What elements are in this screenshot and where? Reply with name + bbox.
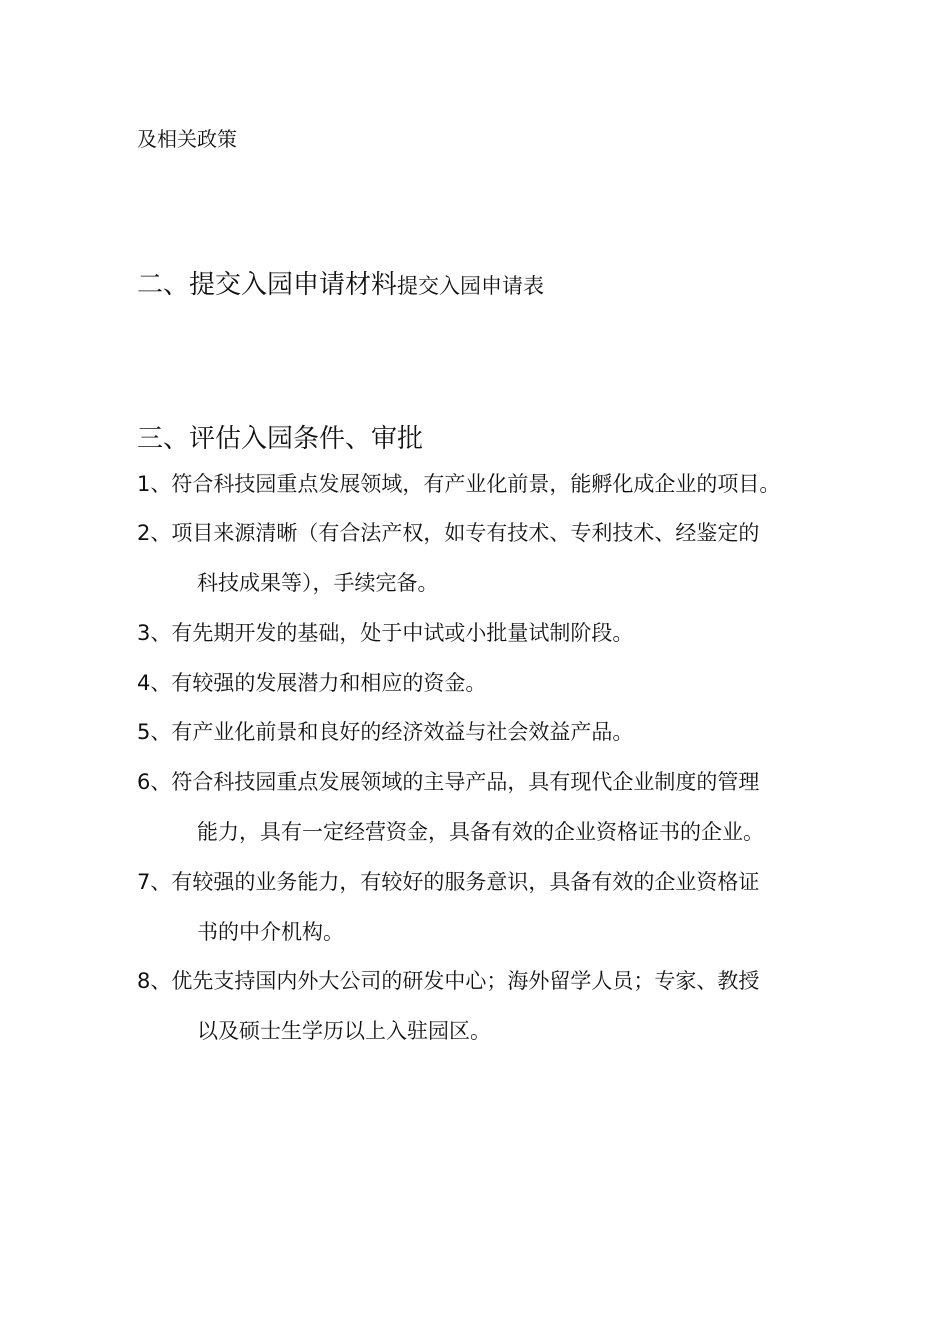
item-text: 、符合科技园重点发展领域，有产业化前景，能孵化成企业的项目。 [150,472,781,496]
section-2-heading [137,272,544,298]
list-item-8-continuation: 以及硕士生学历以上入驻园区。 [197,1019,491,1043]
list-item-4 [137,673,486,694]
item-text: 、有产业化前景和良好的经济效益与社会效益产品。 [150,720,634,744]
item-text: 、有较强的业务能力，有较好的服务意识，具备有效的企业资格证 [150,870,760,894]
section-2-subtitle: 提交入园申请表 [397,274,545,298]
list-item-7 [137,872,759,893]
item-text: 、符合科技园重点发展领域的主导产品，具有现代企业制度的管理 [150,770,760,794]
item-text: 、有先期开发的基础，处于中试或小批量试制阶段。 [150,621,634,645]
list-item-7-continuation: 书的中介机构。 [197,920,344,944]
item-number: 4 [137,671,151,695]
list-item-8 [137,971,759,992]
item-text: 、项目来源清晰（有合法产权，如专有技术、专利技术、经鉴定的 [150,521,760,545]
list-item-2 [137,523,759,544]
item-number: 6 [137,770,151,794]
list-item-6 [137,772,759,793]
item-text: 、有较强的发展潜力和相应的资金。 [150,671,487,695]
section-2-title: 二、提交入园申请材料 [137,270,398,300]
intro-text: 及相关政策 [137,127,237,151]
item-number: 8 [137,969,151,993]
list-item-1 [137,474,780,495]
list-item-2-continuation: 科技成果等），手续完备。 [197,571,439,595]
item-number: 2 [137,521,151,545]
section-3-heading: 三、评估入园条件、审批 [137,424,424,454]
list-item-6-continuation: 能力，具有一定经营资金，具备有效的企业资格证书的企业。 [197,820,764,844]
list-item-5 [137,722,633,743]
item-text: 、优先支持国内外大公司的研发中心；海外留学人员；专家、教授 [150,969,760,993]
item-number: 1 [137,472,151,496]
list-item-3 [137,623,633,644]
item-number: 5 [137,720,151,744]
item-number: 3 [137,621,151,645]
item-number: 7 [137,870,151,894]
